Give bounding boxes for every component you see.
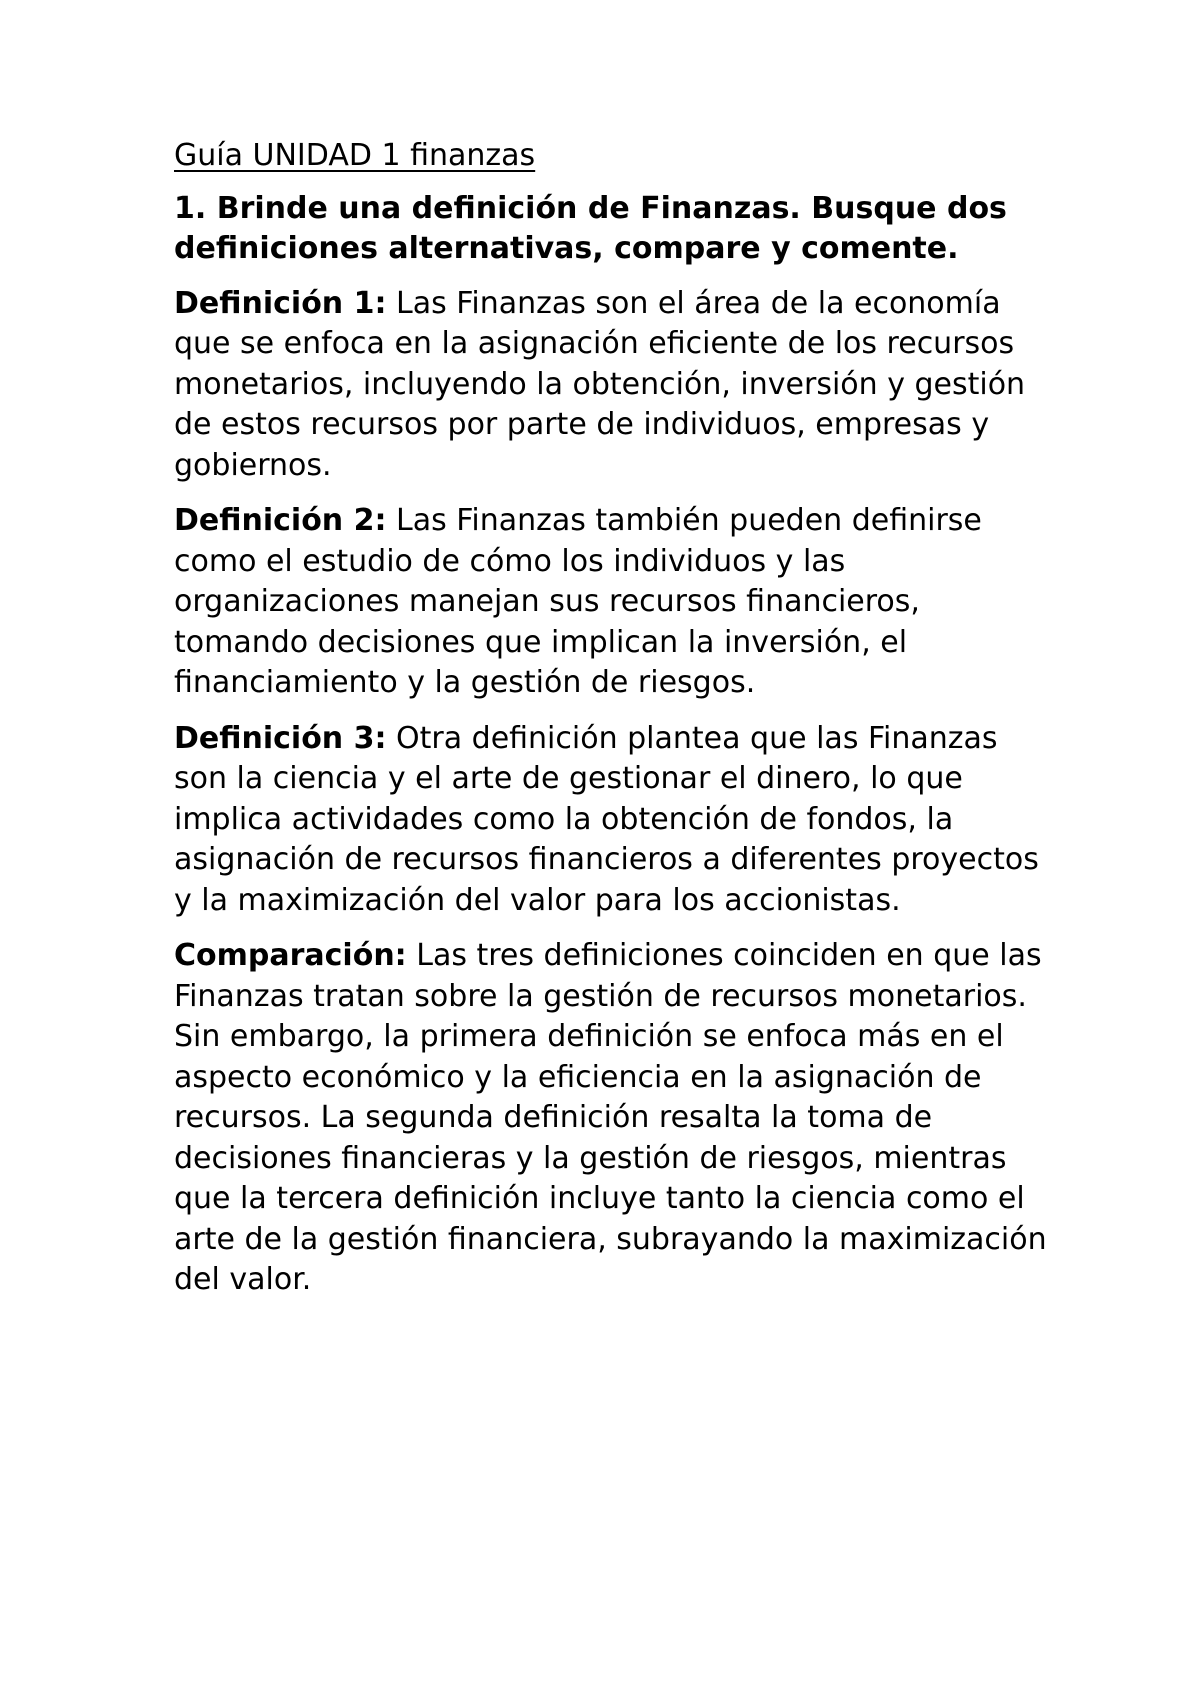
question-heading: 1. Brinde una definición de Finanzas. Busque dos definiciones alternativas, compare y comente. — [174, 190, 1007, 266]
comparison-text: Las tres definiciones coinciden en que las Finanzas tratan sobre la gestión de recursos monetarios. Sin embargo, la primera definición se enfoca más en el aspecto económico y la eficiencia en la asignación de recursos. La segunda definición resalta la toma de decisiones financieras y la gestión de riesgos, mientras que la tercera definición incluye tanto la ciencia como el arte de la gestión financiera, subrayando la maximización del valor. — [174, 938, 1047, 1297]
comparison-label: Comparación: — [174, 938, 407, 973]
definition-3-text: Otra definición plantea que las Finanzas son la ciencia y el arte de gestionar el dinero, lo que implica actividades como la obtención de fondos, la asignación de recursos financieros a diferentes proyectos y la maximización del valor para los accionistas. — [174, 720, 1039, 918]
definition-1-text: Las Finanzas son el área de la economía que se enfoca en la asignación eficiente de los recursos monetarios, incluyendo la obtención, inversión y gestión de estos recursos por parte de individuos, empresas y gobiernos. — [174, 285, 1026, 483]
definition-2-paragraph — [174, 501, 1054, 704]
comparison-paragraph — [174, 936, 1054, 1301]
definition-3-label: Definición 3: — [174, 720, 387, 756]
document-page — [174, 136, 1054, 1316]
definition-1-paragraph — [174, 284, 1054, 487]
definition-3-paragraph — [174, 719, 1054, 922]
definition-1-label: Definición 1: — [174, 285, 387, 321]
definition-2-text: Las Finanzas también pueden definirse como el estudio de cómo los individuos y las organizaciones manejan sus recursos financieros, tomando decisiones que implican la inversión, el financiamiento y la gestión de riesgos. — [174, 503, 982, 700]
document-title: Guía UNIDAD 1 finanzas — [174, 138, 536, 173]
definition-2-label: Definición 2: — [174, 503, 387, 538]
